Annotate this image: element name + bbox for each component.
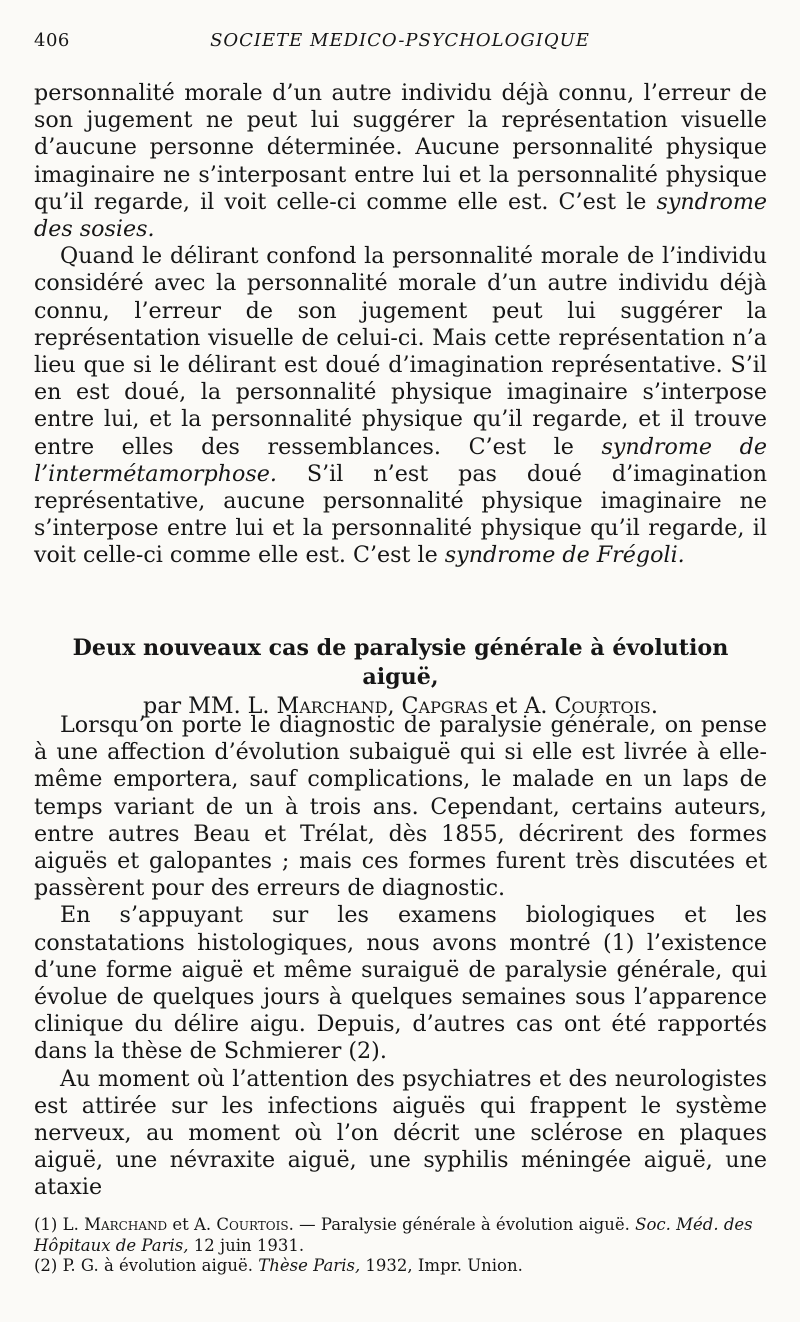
- section-heading: [34, 634, 767, 721]
- paragraph: Quand le délirant confond la personnalité morale de l’individu considéré avec la personnalité morale d’un autre individu déjà connu, l’erreur de son jugement peut lui suggérer la représentation visuelle de celui-ci. Mais cette représentation n’a lieu que si le délirant est doué d’imagination représentative. S’il en est doué, la personnalité physique imaginaire s’interpose entre lui, et la personnalité physique qu’il regarde, et il trouve entre elles des ressemblances. C’est le syndrome de l’intermétamorphose. S’il n’est pas doué d’imagination représentative, aucune personnalité physique imaginaire ne s’interpose entre lui et la personnalité physique qu’il regarde, il voit celle-ci comme elle est. C’est le syndrome de Frégoli.: [34, 243, 767, 569]
- author-name: Courtois: [554, 693, 651, 719]
- emphasis: syndrome de l’intermétamorphose.: [34, 433, 767, 487]
- footnote: (1) L. Marchand et A. Courtois. — Paralysie générale à évolution aiguë. Soc. Méd. des Hôpitaux de Paris, 12 juin 1931.: [34, 1215, 753, 1255]
- emphasis: syndrome de Frégoli.: [444, 542, 685, 569]
- footnote: (2) P. G. à évolution aiguë. Thèse Paris, 1932, Impr. Union.: [34, 1256, 523, 1275]
- paragraph: personnalité morale d’un autre individu déjà connu, l’erreur de son jugement ne peut lui suggérer la représentation visuelle d’aucune personne déterminée. Aucune personnalité physique imaginaire ne s’interposant entre lui et la personnalité physique qu’il regarde, il voit celle-ci comme elle est. C’est le syndrome des sosies.: [34, 80, 767, 243]
- page-number: 406: [34, 30, 70, 51]
- paragraph: Au moment où l’attention des psychiatres et des neurologistes est attirée sur les infections aiguës qui frappent le système nerveux, au moment où l’on décrit une sclérose en plaques aiguë, une névraxite aiguë, une syphilis méningée aiguë, une ataxie: [34, 1065, 767, 1201]
- text-block-bottom: [34, 712, 767, 1202]
- footnotes: [34, 1215, 767, 1277]
- article-title: Deux nouveaux cas de paralysie générale à évolution aiguë,: [72, 635, 729, 690]
- author-name: Marchand: [276, 693, 388, 719]
- emphasis: syndrome des sosies.: [34, 188, 767, 243]
- paragraph: En s’appuyant sur les examens biologiques et les constatations histologiques, nous avons montré (1) l’existence d’une forme aiguë et même suraiguë de paralysie générale, qui évolue de quelques jours à quelques semaines sous l’apparence clinique du délire aigu. Depuis, d’autres cas ont été rapportés dans la thèse de Schmierer (2).: [34, 902, 767, 1065]
- running-title: SOCIETE MEDICO-PSYCHOLOGIQUE: [210, 30, 590, 51]
- paragraph: Lorsqu’on porte le diagnostic de paralysie générale, on pense à une affection d’évolution subaiguë qui si elle est livrée à elle-même emportera, sauf complications, le malade en un laps de temps variant de un à trois ans. Cependant, certains auteurs, entre autres Beau et Trélat, dès 1855, décrirent des formes aiguës et galopantes ; mais ces formes furent très discutées et passèrent pour des erreurs de diagnostic.: [34, 712, 767, 902]
- page-header: [0, 30, 800, 54]
- author-name: Capgras: [401, 693, 489, 719]
- article-byline: par MM. L. Marchand, Capgras et A. Courtois.: [143, 693, 658, 719]
- text-block-top: [34, 80, 767, 570]
